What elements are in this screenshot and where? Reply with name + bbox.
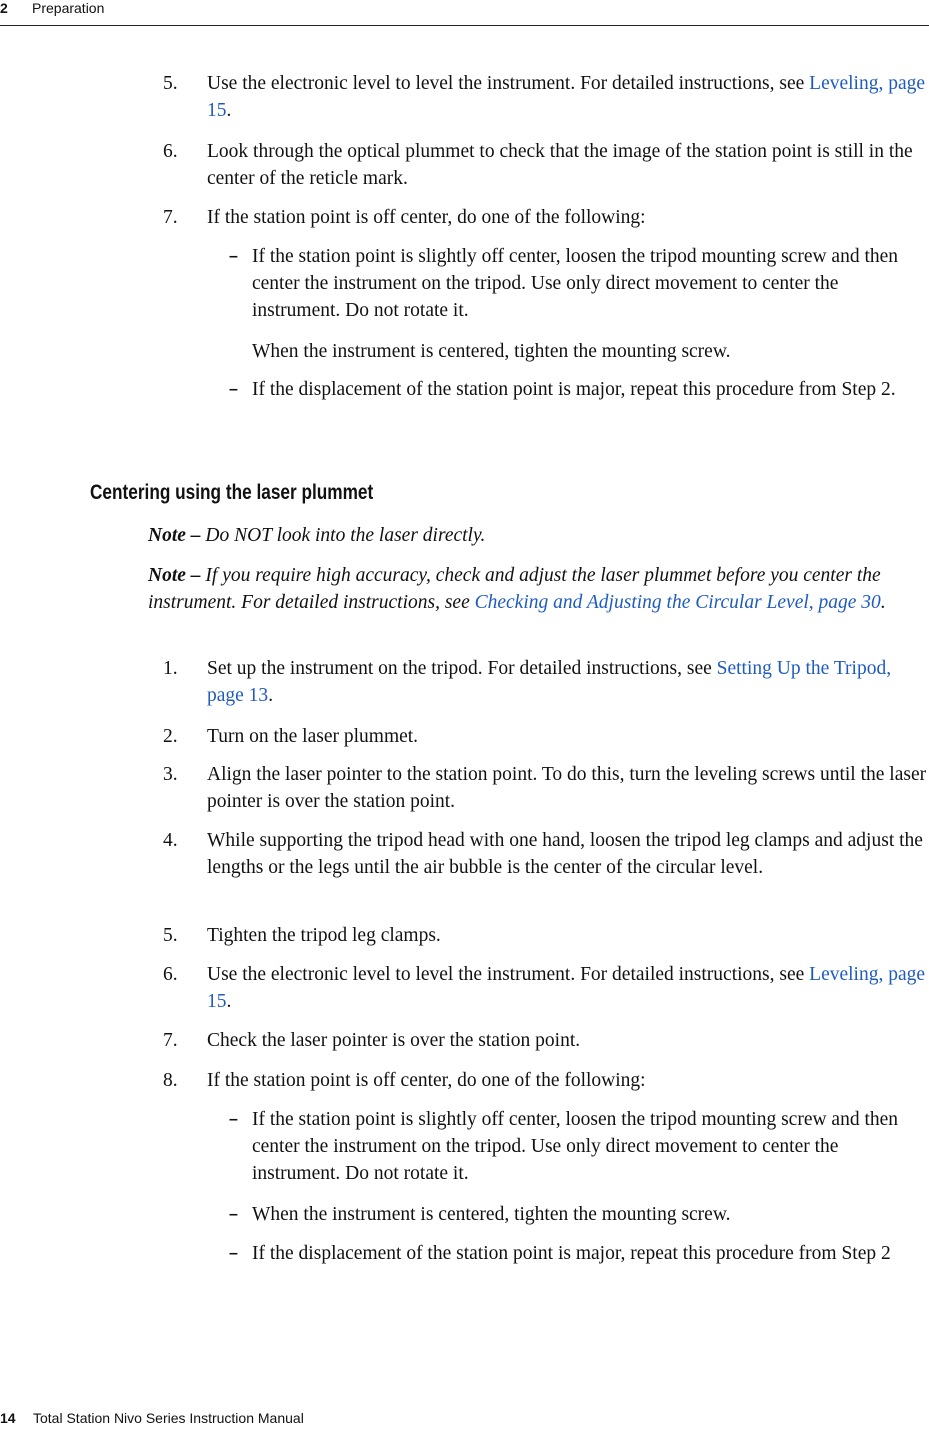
dash-bullet: – [229,1206,238,1223]
chapter-title: Preparation [32,0,105,16]
dash-bullet: – [229,248,238,265]
section-heading: Centering using the laser plummet [90,481,374,504]
page-header [0,0,929,26]
link-leveling[interactable]: Leveling, page 15 [207,73,926,121]
page-number: 14 [0,1410,16,1426]
chapter-number: 2 [0,0,8,16]
dash-bullet: – [229,381,238,398]
book-title: Total Station Nivo Series Instruction Manual [33,1410,304,1426]
note: Note – Do NOT look into the laser directly. [148,525,486,546]
link-setting-up-tripod[interactable]: Setting Up the Tripod, page 13 [207,658,892,706]
dash-bullet: – [229,1111,238,1128]
link-leveling[interactable]: Leveling, page 15 [207,964,926,1012]
sub-paragraph: When the instrument is centered, tighten the mounting screw. [252,341,731,362]
link-checking-adjusting[interactable]: Checking and Adjusting the Circular Level, page 30 [474,592,881,613]
note: Note – If you require high accuracy, check and adjust the laser plummet before you center the instrument. For detailed instructions, see Checking and Adjusting the Circular Level, page 30. [148,565,886,613]
dash-bullet: – [229,1245,238,1262]
